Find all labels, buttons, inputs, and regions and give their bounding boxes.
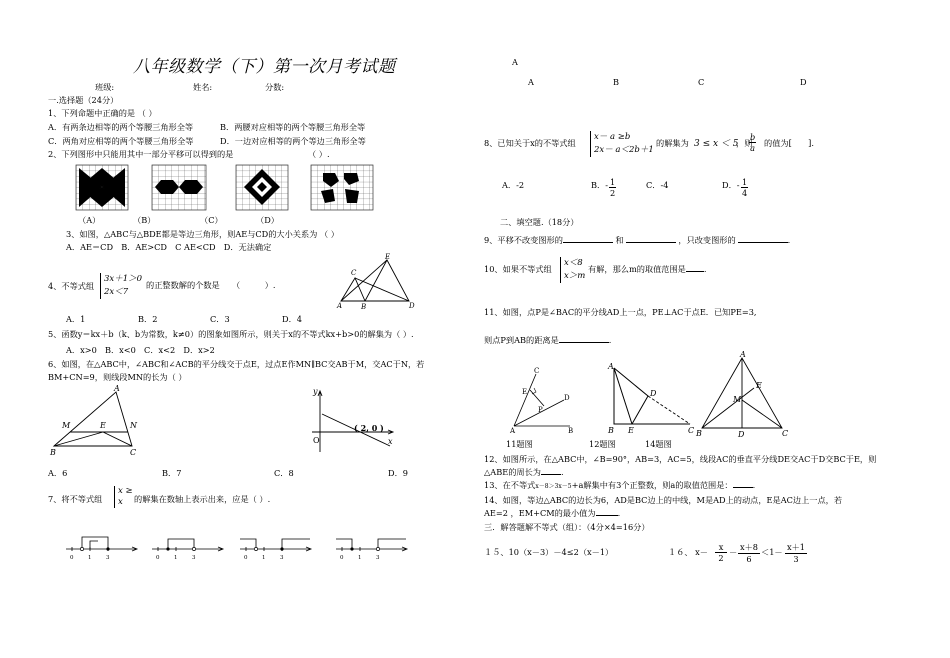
q2-label-a: （A）: [78, 215, 101, 225]
q6-option-a: A．6: [48, 468, 68, 478]
q2-figure-c: [236, 165, 288, 210]
q8-prefix: 8、已知关于x的不等式组: [484, 138, 576, 148]
q10-blank[interactable]: [686, 271, 704, 272]
q7-numberline-b: [150, 533, 226, 563]
q8-range: 3 ≤ x ＜ 5: [694, 139, 739, 149]
section2-heading: 二、填空题.（18分）: [500, 217, 579, 227]
q2-figure-d: [311, 165, 373, 210]
q4-suffix: 的正整数解的个数是 （ ）.: [146, 280, 276, 290]
q7d-tick-3: 3: [376, 555, 380, 561]
q4-option-b: B．2: [138, 314, 158, 324]
q16-frac-3: [785, 542, 807, 564]
name-label: 姓名:: [193, 82, 213, 92]
q1-option-a: A．有两条边相等的两个等腰三角形全等: [48, 122, 194, 132]
q14-end: .: [617, 508, 621, 518]
q2-label-c: （C）: [200, 215, 223, 225]
fig14-pt-e: E: [756, 381, 762, 390]
q7-numberline-d: [334, 533, 410, 563]
section1-heading: 一.选择题（24分）: [48, 95, 119, 105]
q4-line1: 3x＋1＞0: [104, 274, 143, 284]
q6-option-b: B．7: [162, 468, 182, 478]
q8-option-d-den: 4: [742, 188, 748, 198]
q2-label-b: （B）: [133, 215, 156, 225]
q11-line2-wrap: [484, 336, 611, 345]
q7-line2: x: [118, 497, 123, 508]
q6-figure: [48, 384, 148, 456]
q8-option-b-frac: [609, 177, 616, 198]
q2-paren: （ ）.: [308, 149, 330, 159]
q15: １５、10（x－3）－4≤2（x－1）: [484, 547, 614, 557]
q1-option-d: D．一边对应相等的两个等边三角形全等: [220, 136, 366, 146]
q4-prefix: 4、不等式组: [48, 281, 95, 291]
fig11-pt-e: E: [522, 388, 528, 396]
caption-14: 14题图: [645, 439, 672, 449]
q6-pt-m: M: [62, 421, 71, 430]
q6-stem-line2: BM+CN=9，则线段MN的长为（ ）: [48, 372, 187, 382]
q3-pt-c: C: [351, 269, 357, 277]
q16-frac-2: [738, 542, 760, 564]
q10-suffix: 有解，那么m的取值范围是: [588, 264, 686, 274]
q8-num: b: [750, 132, 756, 142]
q7b-tick-1: 1: [174, 555, 178, 561]
fig12-pt-c: C: [688, 426, 695, 435]
q7d-tick-0: 0: [340, 555, 344, 561]
fig11-pt-d: D: [564, 394, 570, 402]
q8-fraction: [749, 132, 756, 153]
fig12-pt-e: E: [628, 426, 634, 435]
q14-line2-wrap: [484, 509, 620, 518]
q5-origin: O: [313, 436, 320, 445]
q7-suffix: 的解集在数轴上表示出来，应是（ ）.: [134, 494, 271, 504]
q16-d2: 6: [746, 554, 752, 564]
q3-options: A．AE＝CD B．AE>CD C AE<CD D．无法确定: [66, 242, 272, 252]
q12-line2-wrap: [484, 468, 564, 477]
q13-b: +a解集中有3个正整数，则a的取值范围是：: [571, 480, 733, 490]
fig11-pt-a: A: [510, 427, 516, 435]
q9-blank-3[interactable]: [738, 242, 788, 243]
q3-pt-a: A: [337, 302, 343, 310]
q8-option-a: A．-2: [502, 180, 525, 190]
q7-system: [114, 486, 133, 508]
q6-option-d: D．9: [388, 468, 408, 478]
q4-system: [100, 273, 142, 299]
top-letter-c: C: [698, 77, 705, 87]
q7a-tick-0: 0: [70, 555, 74, 561]
top-letter-b: B: [613, 77, 620, 87]
q7b-tick-0: 0: [156, 555, 160, 561]
q6-option-c: C．8: [274, 468, 294, 478]
q8-then: ，则: [736, 138, 753, 148]
q9-blank-2[interactable]: [626, 242, 676, 243]
q4-line2: 2x＜7: [104, 287, 129, 298]
top-letter-d: D: [800, 77, 807, 87]
q8-option-c: C．-4: [646, 180, 669, 190]
q11-end: .: [608, 335, 612, 345]
q6-pt-b: B: [50, 448, 56, 457]
q16-d3: 3: [793, 554, 799, 564]
caption-11: 11题图: [506, 439, 533, 449]
q5-figure: [310, 388, 396, 454]
q16-prefix: １６、 x－: [668, 547, 708, 557]
q5-axis-x: x: [388, 437, 393, 446]
fig12-pt-a: A: [608, 362, 614, 371]
q1-stem: 1、下列命题中正确的是 （ ）: [48, 108, 157, 118]
q6-pt-e: E: [100, 421, 106, 430]
q7c-tick-3: 3: [280, 555, 284, 561]
q9-part-b: 和: [615, 235, 624, 245]
q7-prefix: 7、将不等式组: [48, 494, 103, 504]
q12-line2: △ABE的周长为: [484, 467, 541, 477]
q7-numberline-c: [238, 533, 314, 563]
q9-part-d: .: [787, 235, 791, 245]
q10-system: [560, 257, 585, 283]
q7c-tick-1: 1: [262, 555, 266, 561]
q7c-tick-0: 0: [244, 555, 248, 561]
fig11-pt-c: C: [534, 367, 540, 375]
q12-blank[interactable]: [541, 474, 561, 475]
top-letter-a: A: [528, 77, 534, 87]
q7b-tick-3: 3: [192, 555, 196, 561]
q5-point-label: ( 2, 0 ): [354, 423, 384, 433]
fig11-pt-p: P: [538, 406, 543, 414]
q14-line1: 14、如图，等边△ABC的边长为6，AD是BC边上的中线，M是AD上的动点，E是AC边上一点，若: [484, 495, 843, 505]
q3-pt-e: E: [385, 253, 391, 261]
q9-blank-1[interactable]: [563, 242, 613, 243]
q10-line1: x＜8: [564, 258, 583, 268]
q2-label-d: （D）: [256, 215, 279, 225]
q7-numberline-a: [64, 533, 140, 563]
page-title: 八年级数学（下）第一次月考试题: [133, 57, 396, 77]
q6-pt-a: A: [114, 384, 120, 393]
q10-suffix-wrap: [588, 265, 706, 274]
q3-pt-b: B: [361, 303, 367, 311]
q6-pt-n: N: [130, 421, 137, 430]
q8-option-d-prefix: D．-: [722, 180, 740, 190]
q7a-tick-3: 3: [106, 555, 110, 561]
q6-pt-c: C: [130, 448, 137, 457]
q16-frac-1: [715, 542, 727, 563]
q8-option-d-num: 1: [742, 177, 748, 187]
q13-wrap: [484, 481, 755, 491]
q16-n1: x: [715, 542, 727, 553]
q13-expr: x－8＞3x－5: [535, 483, 572, 490]
q13-a: 13、在不等式: [484, 480, 536, 490]
q2-figure-a: [76, 165, 128, 210]
q1-option-c: C．两角对应相等的两个等腰三角形全等: [48, 136, 194, 146]
score-label: 分数:: [265, 82, 285, 92]
q8-option-b-prefix: B．-: [591, 180, 608, 190]
q2-figure-b: [152, 165, 206, 210]
q8-mid: 的解集为: [656, 138, 689, 148]
q16-minus: －: [729, 547, 738, 557]
fig14-pt-a: A: [740, 350, 746, 359]
q5-stem: 5、函数y＝kx＋b（k、b为常数，k≠0）的图象如图所示，则关于x的不等式kx+b>0的解集为（ ）.: [48, 329, 414, 339]
fig12-pt-b: B: [608, 426, 614, 435]
q7a-tick-1: 1: [88, 555, 92, 561]
q7d-tick-1: 1: [358, 555, 362, 561]
q14-blank[interactable]: [596, 515, 618, 516]
q6-stem-line1: 6、如图，在△ABC中，∠ABC和∠ACB的平分线交于点E，过点E作MN∥BC交AB于M，交AC于N，若: [48, 359, 425, 369]
q13-end: .: [752, 480, 756, 490]
caption-12: 12题图: [589, 439, 616, 449]
q10-end: .: [703, 264, 707, 274]
q3-stem: 3、如图，△ABC与△BDE都是等边三角形，则AE与CD的大小关系为 （ ）: [66, 229, 339, 239]
q4-option-d: D．4: [282, 314, 302, 324]
q8-line1: x－ a ≥b: [594, 132, 631, 142]
q12-end: .: [560, 467, 564, 477]
class-label: 班级:: [95, 82, 115, 92]
q11-line2: 则点P到AB的距离是: [484, 335, 559, 345]
q5-axis-y: y: [313, 387, 318, 396]
q1-option-b: B．两腰对应相等的两个等腰三角形全等: [220, 122, 366, 132]
q11-line1: 11、如图，点P是∠BAC的平分线AD上一点，PE⊥AC于点E．已知PE=3,: [484, 307, 757, 317]
fig14: [696, 350, 792, 439]
q13-blank[interactable]: [733, 487, 753, 488]
q16-n3: x＋1: [786, 542, 805, 552]
q9-text: [484, 236, 790, 245]
fig14-pt-c: C: [782, 429, 789, 438]
q8-option-b-den: 2: [610, 188, 616, 198]
fig12-pt-d: D: [650, 389, 657, 398]
q14-line2: AE=2 ，EM+CM的最小值为: [484, 508, 596, 518]
fig14-pt-d: D: [738, 430, 745, 439]
q16-d1: 2: [718, 553, 724, 563]
fig11-pt-b: B: [568, 427, 574, 435]
q3-figure: [337, 254, 417, 310]
q16-n2: x＋8: [739, 542, 758, 552]
fig12: [602, 360, 698, 436]
q8-option-d-frac: [741, 177, 748, 198]
q10-line2: x＞m: [564, 271, 586, 282]
q2-stem: 2、下列图形中只能用其中一部分平移可以得到的是: [48, 149, 234, 159]
q4-option-a: A．1: [66, 314, 86, 324]
q7-line1: x ≥: [118, 486, 133, 496]
q16-lt: ＜1－: [761, 547, 783, 557]
q8-line2: 2x－ a＜2b＋1: [594, 145, 654, 156]
section3-heading: 三．解答题解不等式（组）：（4分×4=16分）: [484, 522, 650, 532]
q10-prefix: 10、如果不等式组: [484, 264, 552, 274]
fig14-pt-m: M: [733, 395, 742, 404]
q3-pt-d: D: [409, 302, 415, 310]
q8-tail: 的值为[ ].: [764, 138, 814, 148]
q12-line1: 12、如图所示，在△ABC中，∠B=90°，AB=3，AC=5，线段AC的垂直平分线DE交AC于D交BC于E，则: [484, 454, 877, 464]
q9-part-a: 9、平移不改变图形的: [484, 235, 563, 245]
q9-part-c: ，只改变图形的: [678, 235, 736, 245]
q4-option-c: C．3: [210, 314, 230, 324]
top-lone-letter: A: [512, 57, 518, 67]
q8-system: [590, 131, 654, 157]
q11-blank[interactable]: [559, 342, 609, 343]
q8-option-b-num: 1: [610, 177, 616, 187]
fig11: [508, 366, 578, 434]
fig14-pt-b: B: [696, 429, 702, 438]
q5-options: A．x>0 B．x<0 C．x<2 D．x>2: [66, 345, 215, 355]
q8-den: a: [750, 143, 756, 153]
